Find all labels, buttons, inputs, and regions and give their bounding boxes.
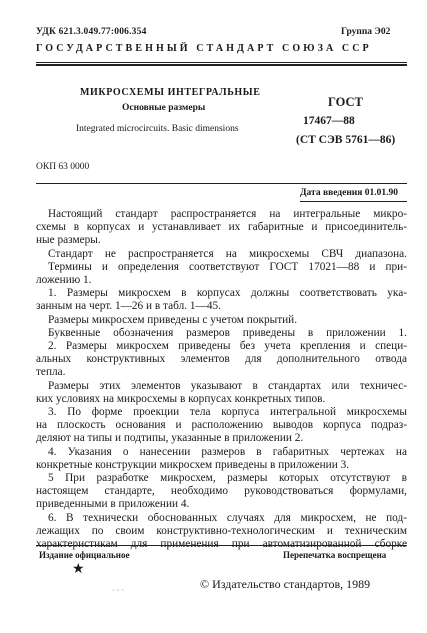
gost-number: 17467—88 [303,115,355,127]
okp-rule [36,183,407,184]
body-line: Настоящий стандарт распространяется на интегральные микро- [48,208,407,220]
body-line: 5 При разработке микросхем, размеры которых отсутствуют в [48,472,407,485]
body-line: 2. Размеры микросхем приведены без учета крепления и специ- [48,340,407,353]
body-line: тепла. [36,366,66,379]
group-code: Группа Э02 [341,27,391,37]
body-line: ные размеры. [36,234,101,247]
body-line: альных конструктивных элементов для дополнительного отвода [36,353,407,366]
effective-date: Дата введения 01.01.90 [300,188,399,198]
star-icon: ★ [72,562,85,577]
reprint-prohibited-label: Перепечатка воспрещена [283,550,387,560]
copyright-notice: © Издательство стандартов, 1989 [200,577,371,591]
body-line: ких условиях на микросхемы в корпусах конкретных типов. [36,392,326,405]
body-line: Стандарт не распространяется на микросхемы СВЧ диапазона. [48,247,407,260]
gost-sev-number: (СТ СЭВ 5761—86) [296,134,396,146]
standard-heading: ГОСУДАРСТВЕННЫЙ СТАНДАРТ СОЮЗА ССР [36,43,372,54]
body-line: схемы в корпусах и устанавливает их габаритные и присоединитель- [36,221,407,234]
document-title: МИКРОСХЕМЫ ИНТЕГРАЛЬНЫЕ [80,87,261,98]
body-line: деляют на типы и подтипы, указанные в приложении 2. [36,432,304,445]
body-line: лежащих по своим конструктивно-технологическим и техническим [36,524,407,537]
body-line: 6. В технически обоснованных случаях для микросхем, не под- [48,511,407,524]
footer-rule [36,545,407,546]
official-edition-label: Издание официальное [39,550,130,560]
body-line: 1. Размеры микросхем в корпусах должны соответствовать ука- [48,287,407,300]
udk-code: УДК 621.3.049.77:006.354 [36,27,147,37]
body-line: Размеры этих элементов указывают в стандартах или техничес- [48,379,407,392]
print-specks: · · · [112,586,124,595]
body-line: Размеры микросхем приведены с учетом покрытий. [48,313,298,326]
body-line: Термины и определения соответствуют ГОСТ 17021—88 и при- [48,260,407,273]
gost-label: ГОСТ [328,95,363,109]
body-line: приведенными в приложении 4. [36,498,190,511]
body-line: занным на черт. 1—26 и в табл. 1—45. [36,300,221,313]
body-line: на плоскость основания и расположению выводов корпуса подраз- [36,419,407,432]
body-line: 4. Указания о нанесении размеров в габаритных чертежах на [48,445,407,458]
okp-code: ОКП 63 0000 [36,162,90,172]
body-line: конкретные конструкции микросхем приведены в приложении 3. [36,458,350,471]
document-subtitle: Основные размеры [122,103,206,113]
body-line: ложению 1. [36,274,92,287]
effective-date-underline [300,201,407,202]
body-text [36,208,407,551]
body-line: 3. По форме проекции тела корпуса интегральной микросхемы [48,406,407,419]
body-line: Буквенные обозначения размеров приведены в приложении 1. [48,326,407,339]
header-rule-thick [36,64,407,66]
body-line: настоящем стандарте, необходимо руководствоваться формулами, [36,485,407,498]
header-rule-thin [36,62,407,63]
english-title: Integrated microcircuits. Basic dimensions [76,124,239,134]
